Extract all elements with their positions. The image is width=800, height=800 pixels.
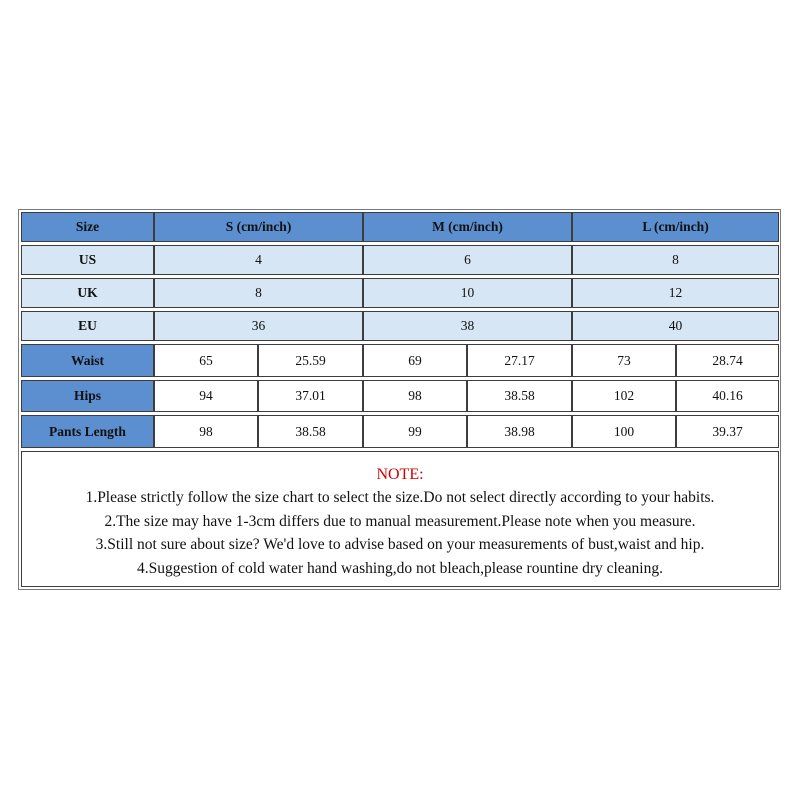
hips-s-inch: 37.01 <box>258 380 363 412</box>
us-l-value: 8 <box>572 245 779 275</box>
note-line-2: 2.The size may have 1-3cm differs due to manual measurement.Please note when you measure. <box>104 512 696 530</box>
waist-m-cm: 69 <box>363 344 467 377</box>
waist-m-inch: 27.17 <box>467 344 572 377</box>
uk-m-value: 10 <box>363 278 572 308</box>
size-chart <box>18 209 781 590</box>
row-label-pants-length: Pants Length <box>21 415 154 448</box>
hips-l-inch: 40.16 <box>676 380 779 412</box>
pants-l-inch: 39.37 <box>676 415 779 448</box>
pants-l-cm: 100 <box>572 415 676 448</box>
waist-s-inch: 25.59 <box>258 344 363 377</box>
us-s-value: 4 <box>154 245 363 275</box>
row-label-eu: EU <box>21 311 154 341</box>
waist-l-cm: 73 <box>572 344 676 377</box>
header-size: Size <box>21 212 154 242</box>
note-title: NOTE: <box>376 466 424 483</box>
row-label-us: US <box>21 245 154 275</box>
hips-m-cm: 98 <box>363 380 467 412</box>
pants-s-cm: 98 <box>154 415 258 448</box>
uk-l-value: 12 <box>572 278 779 308</box>
us-m-value: 6 <box>363 245 572 275</box>
pants-m-cm: 99 <box>363 415 467 448</box>
header-l: L (cm/inch) <box>572 212 779 242</box>
pants-s-inch: 38.58 <box>258 415 363 448</box>
header-s: S (cm/inch) <box>154 212 363 242</box>
uk-s-value: 8 <box>154 278 363 308</box>
hips-m-inch: 38.58 <box>467 380 572 412</box>
eu-m-value: 38 <box>363 311 572 341</box>
pants-m-inch: 38.98 <box>467 415 572 448</box>
row-label-hips: Hips <box>21 380 154 412</box>
note-line-4: 4.Suggestion of cold water hand washing,do not bleach,please rountine dry cleaning. <box>136 559 663 577</box>
hips-s-cm: 94 <box>154 380 258 412</box>
row-label-uk: UK <box>21 278 154 308</box>
eu-s-value: 36 <box>154 311 363 341</box>
hips-l-cm: 102 <box>572 380 676 412</box>
eu-l-value: 40 <box>572 311 779 341</box>
note-box <box>21 451 779 587</box>
header-m: M (cm/inch) <box>363 212 572 242</box>
waist-s-cm: 65 <box>154 344 258 377</box>
note-line-3: 3.Still not sure about size? We'd love to advise based on your measurements of bust,waist and hip. <box>95 536 705 553</box>
waist-l-inch: 28.74 <box>676 344 779 377</box>
row-label-waist: Waist <box>21 344 154 377</box>
note-line-1: 1.Please strictly follow the size chart to select the size.Do not select directly according to your habits. <box>85 489 715 506</box>
